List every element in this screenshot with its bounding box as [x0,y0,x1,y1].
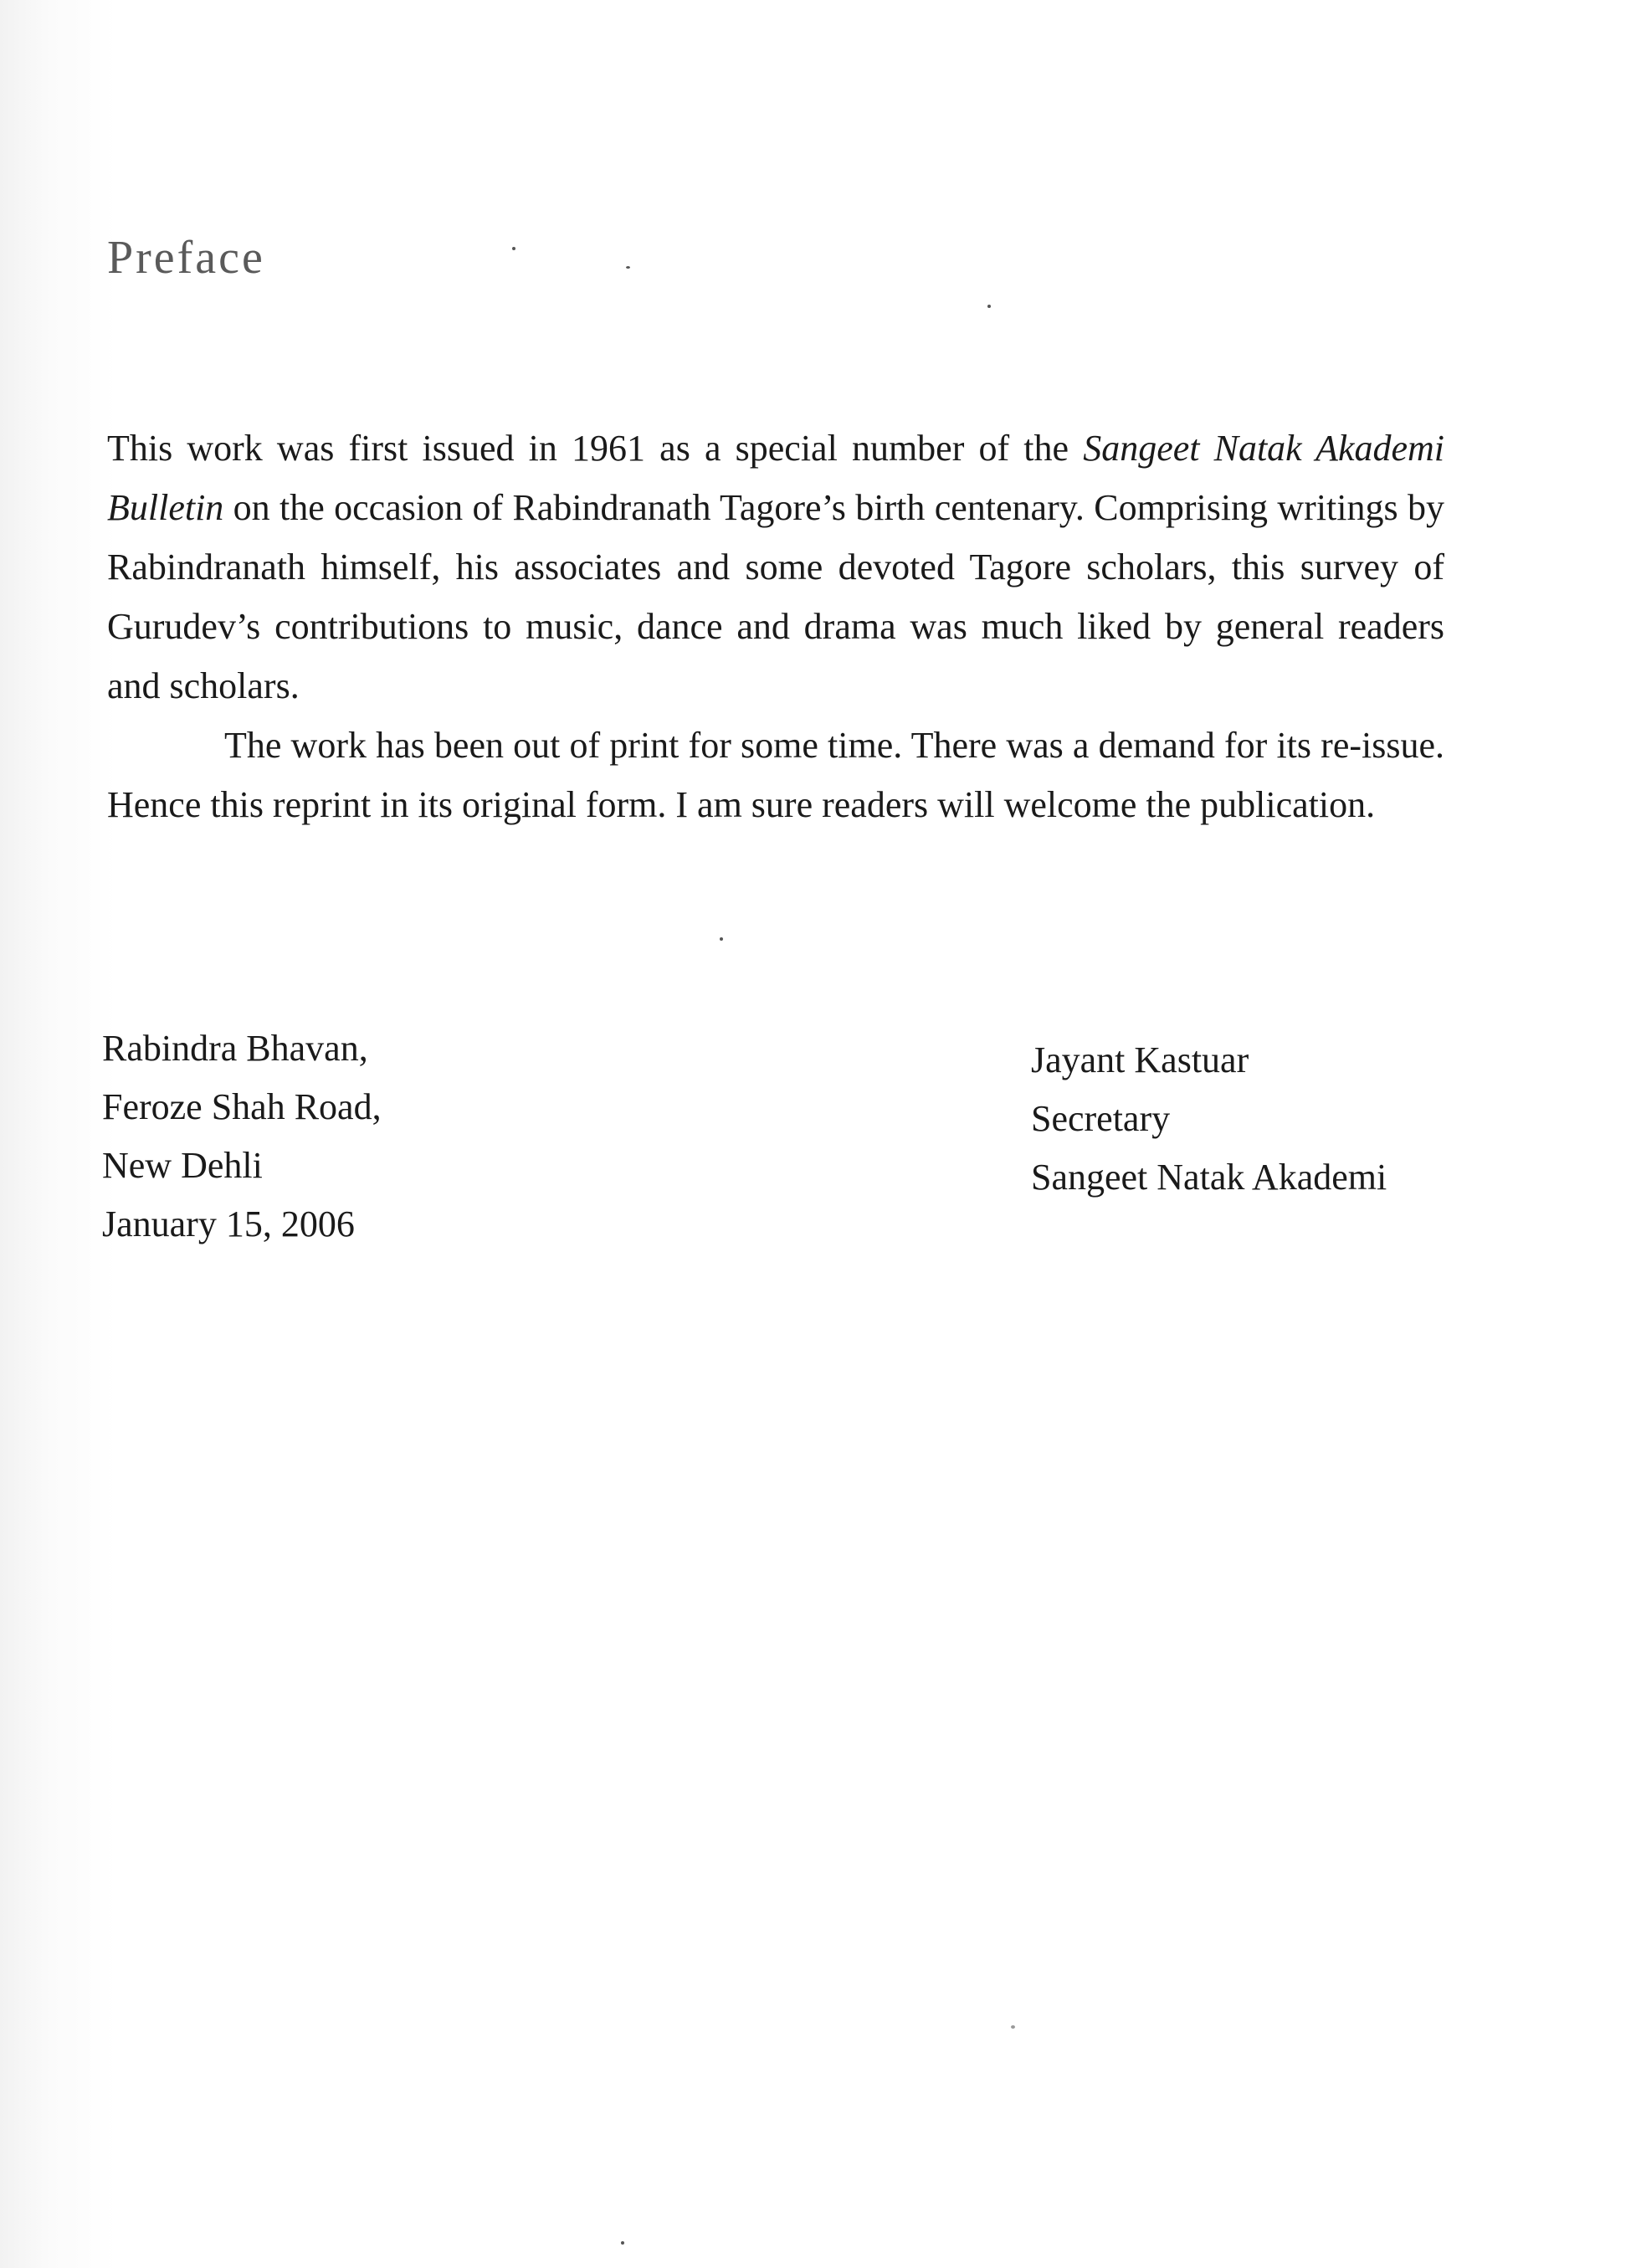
signatory-title: Secretary [1031,1098,1171,1139]
paragraph-1-lead: This work was first issued in 1961 as a special number of the [107,428,1084,469]
paragraph-1-rest: on the occasion of Rabindranath Tagore’s birth centenary. Comprising writings by Rabindranath himself, his associates and some devoted Tagore scholars, this survey of Gurudev’s contributions to music, dance and drama was much liked by general readers and scholars. [107,487,1444,706]
address-line-2: Feroze Shah Road, [102,1086,382,1127]
signatory-name: Jayant Kastuar [1031,1039,1249,1080]
bulletin-title: Sangeet Natak Akademi Bulletin [107,428,1444,528]
scan-speck [1011,2025,1015,2029]
address-line-3: New Dehli [102,1145,263,1186]
signature-block [1031,1031,1387,1207]
preface-paragraph-2: The work has been out of print for some time. There was a demand for its re-issue. Hence this reprint in its original form. I am sure readers will welcome the publication. [107,725,1444,825]
page-title: Preface [107,232,265,284]
scan-speck [512,247,515,250]
scan-speck [626,266,630,269]
date-line: January 15, 2006 [102,1203,355,1244]
preface-body [107,418,1444,834]
preface-paragraph-1 [107,418,1444,716]
signatory-organization: Sangeet Natak Akademi [1031,1157,1387,1198]
scan-speck [987,305,991,308]
address-block [102,1019,382,1254]
scan-speck [621,2241,624,2245]
address-line-1: Rabindra Bhavan, [102,1028,368,1069]
scan-speck [720,937,723,941]
